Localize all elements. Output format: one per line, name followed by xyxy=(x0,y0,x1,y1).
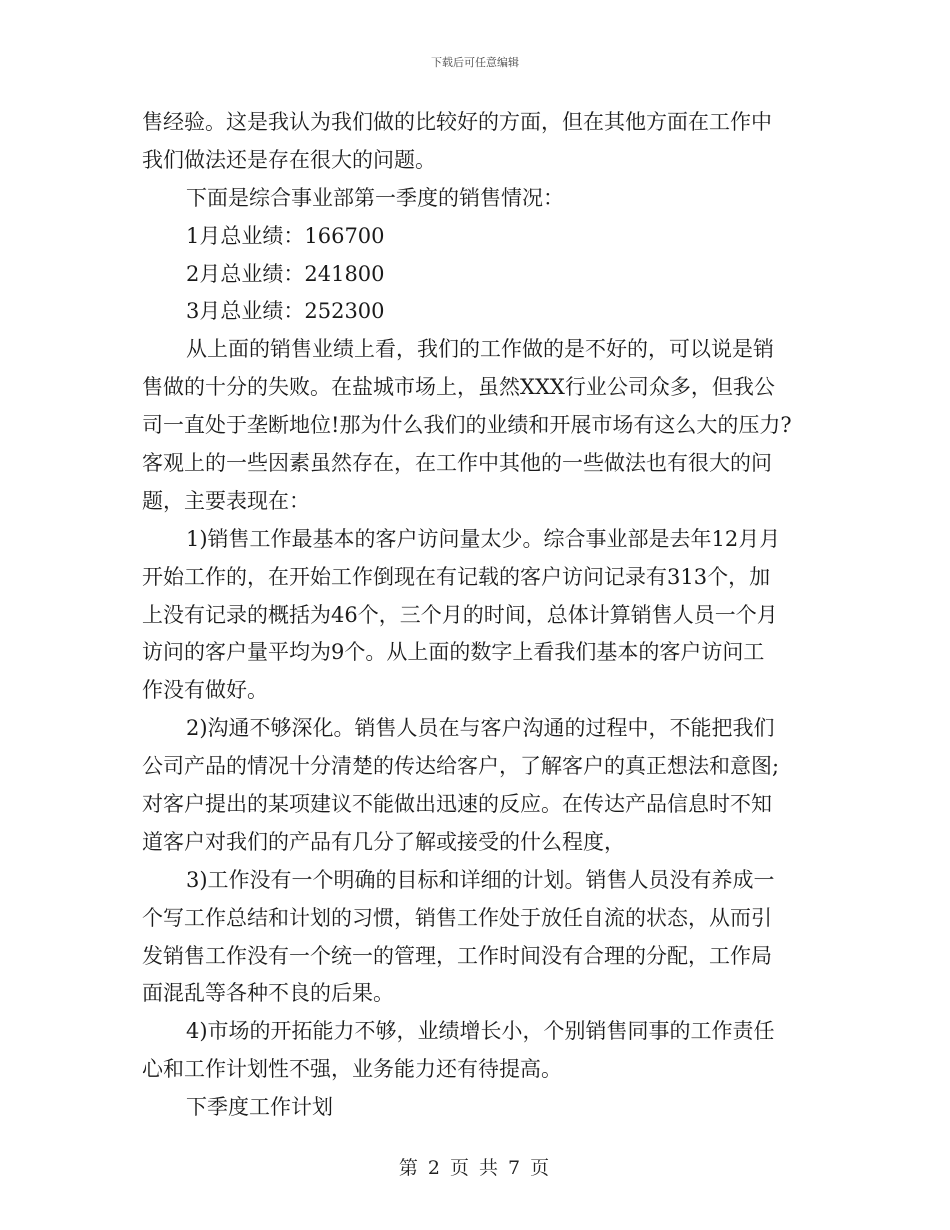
text-line: 个写工作总结和计划的习惯，销售工作处于放任自流的状态，从而引 xyxy=(142,905,772,930)
text-line: 客观上的一些因素虽然存在，在工作中其他的一些做法也有很大的问 xyxy=(142,451,772,476)
text-line: 3)工作没有一个明确的目标和详细的计划。销售人员没有养成一 xyxy=(186,867,775,892)
text-line: 题，主要表现在： xyxy=(142,488,310,513)
text-line: 1)销售工作最基本的客户访问量太少。综合事业部是去年12月月 xyxy=(186,526,781,551)
text-line: 道客户对我们的产品有几分了解或接受的什么程度， xyxy=(142,829,625,854)
text-line: 发销售工作没有一个统一的管理，工作时间没有合理的分配，工作局 xyxy=(142,943,772,968)
text-line: 下季度工作计划 xyxy=(186,1095,333,1120)
text-line: 作没有做好。 xyxy=(142,678,268,703)
text-line: 售经验。这是我认为我们做的比较好的方面，但在其他方面在工作中 xyxy=(142,110,772,134)
text-line: 公司产品的情况十分清楚的传达给客户，了解客户的真正想法和意图; xyxy=(142,754,780,779)
document-body xyxy=(142,104,812,1127)
text-line: 1月总业绩：166700 xyxy=(186,223,385,248)
text-line: 2)沟通不够深化。销售人员在与客户沟通的过程中，不能把我们 xyxy=(186,716,775,741)
page-header: 下载后可任意编辑 xyxy=(431,56,519,69)
text-line: 对客户提出的某项建议不能做出迅速的反应。在传达产品信息时不知 xyxy=(142,792,772,817)
text-line: 2月总业绩：241800 xyxy=(186,261,385,286)
text-line: 面混乱等各种不良的后果。 xyxy=(142,981,394,1006)
text-line: 下面是综合事业部第一季度的销售情况： xyxy=(186,185,564,210)
text-line: 售做的十分的失败。在盐城市场上，虽然XXX行业公司众多，但我公 xyxy=(142,375,775,400)
text-line: 3月总业绩：252300 xyxy=(186,299,385,324)
text-line: 4)市场的开拓能力不够，业绩增长小，个别销售同事的工作责任 xyxy=(186,1019,775,1044)
text-line: 我们做法还是存在很大的问题。 xyxy=(142,147,436,172)
text-line: 从上面的销售业绩上看，我们的工作做的是不好的，可以说是销 xyxy=(186,337,774,362)
text-line: 司一直处于垄断地位!那为什么我们的业绩和开展市场有这么大的压力? xyxy=(142,413,792,438)
text-line: 访问的客户量平均为9个。从上面的数字上看我们基本的客户访问工 xyxy=(142,640,765,665)
text-line: 开始工作的，在开始工作倒现在有记载的客户访问记录有313个，加 xyxy=(142,564,771,589)
page-number-footer: 第 2 页 共 7 页 xyxy=(398,1157,552,1179)
text-line: 上没有记录的概括为46个，三个月的时间，总体计算销售人员一个月 xyxy=(142,602,778,627)
text-line: 心和工作计划性不强，业务能力还有待提高。 xyxy=(142,1057,562,1082)
